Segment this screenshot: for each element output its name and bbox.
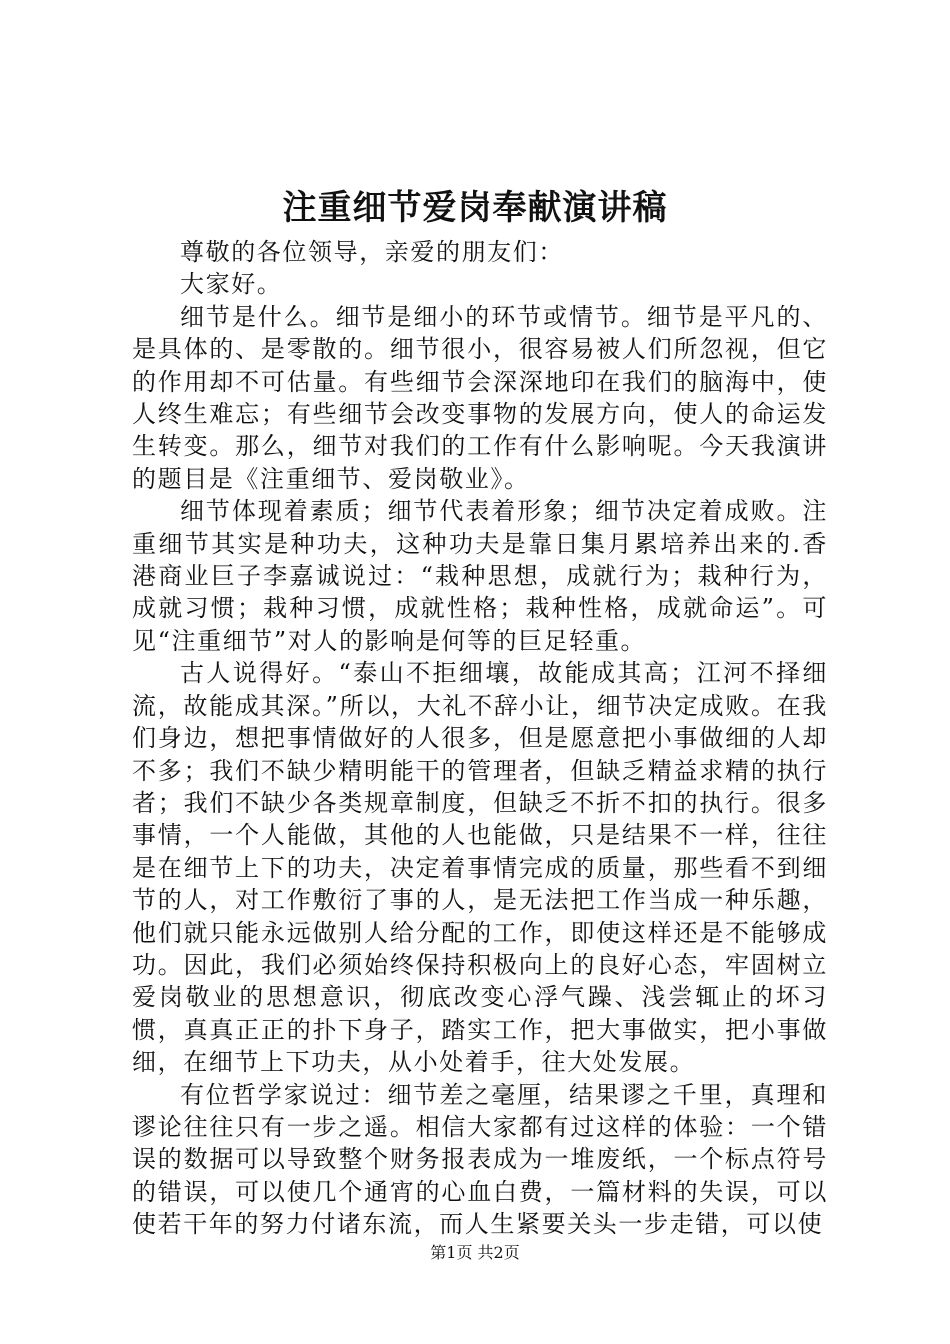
page-number-footer: 第1页 共2页 (430, 1243, 520, 1262)
document-title: 注重细节爱岗奉献演讲稿 (282, 188, 668, 228)
paragraph-ancient-saying: 古人说得好。“泰山不拒细壤，故能成其高；江河不择细流，故能成其深。”所以，大礼不辞小让，细节决定成败。在我们身边，想把事情做好的人很多，但是愿意把小事做细的人却不多；我们不缺少精明能干的管理者，但缺乏精益求精的执行者；我们不缺少各类规章制度，但缺乏不折不扣的执行。很多事情，一个人能做，其他的人也能做，只是结果不一样，往往是在细节上下的功夫，决定着事情完成的质量，那些看不到细节的人，对工作敷衍了事的人，是无法把工作当成一种乐趣，他们就只能永远做别人给分配的工作，即使这样还是不能够成功。因此，我们必须始终保持积极向上的良好心态，牢固树立爱岗敬业的思想意识，彻底改变心浮气躁、浅尝辄止的坏习惯，真真正正的扑下身子，踏实工作，把大事做实，把小事做细，在细节上下功夫，从小处着手，往大处发展。 (132, 659, 828, 1077)
paragraph-philosopher: 有位哲学家说过：细节差之毫厘，结果谬之千里，真理和谬论往往只有一步之遥。相信大家都有过这样的体验：一个错误的数据可以导致整个财务报表成为一堆废纸，一个标点符号的错误，可以使几个通宵的心血白费，一篇材料的失误，可以使若干年的努力付诸东流，而人生紧要关头一步走错，可以使 (132, 1080, 828, 1239)
paragraph-greeting: 大家好。 (180, 270, 283, 299)
document-body (132, 236, 828, 1241)
paragraph-what-is-detail: 细节是什么。细节是细小的环节或情节。细节是平凡的、是具体的、是零散的。细节很小，很容易被人们所忽视，但它的作用却不可估量。有些细节会深深地印在我们的脑海中，使人终生难忘；有些细节会改变事物的发展方向，使人的命运发生转变。那么，细节对我们的工作有什么影响呢。今天我演讲的题目是《注重细节、爱岗敬业》。 (132, 302, 828, 493)
paragraph-detail-quality: 细节体现着素质；细节代表着形象；细节决定着成败。注重细节其实是种功夫，这种功夫是靠日集月累培养出来的.香港商业巨子李嘉诚说过：“栽种思想，成就行为；栽种行为，成就习惯；栽种习惯，成就性格；栽种性格，成就命运”。可见“注重细节”对人的影响是何等的巨足轻重。 (132, 497, 828, 655)
paragraph-salutation: 尊敬的各位领导，亲爱的朋友们： (180, 238, 564, 266)
